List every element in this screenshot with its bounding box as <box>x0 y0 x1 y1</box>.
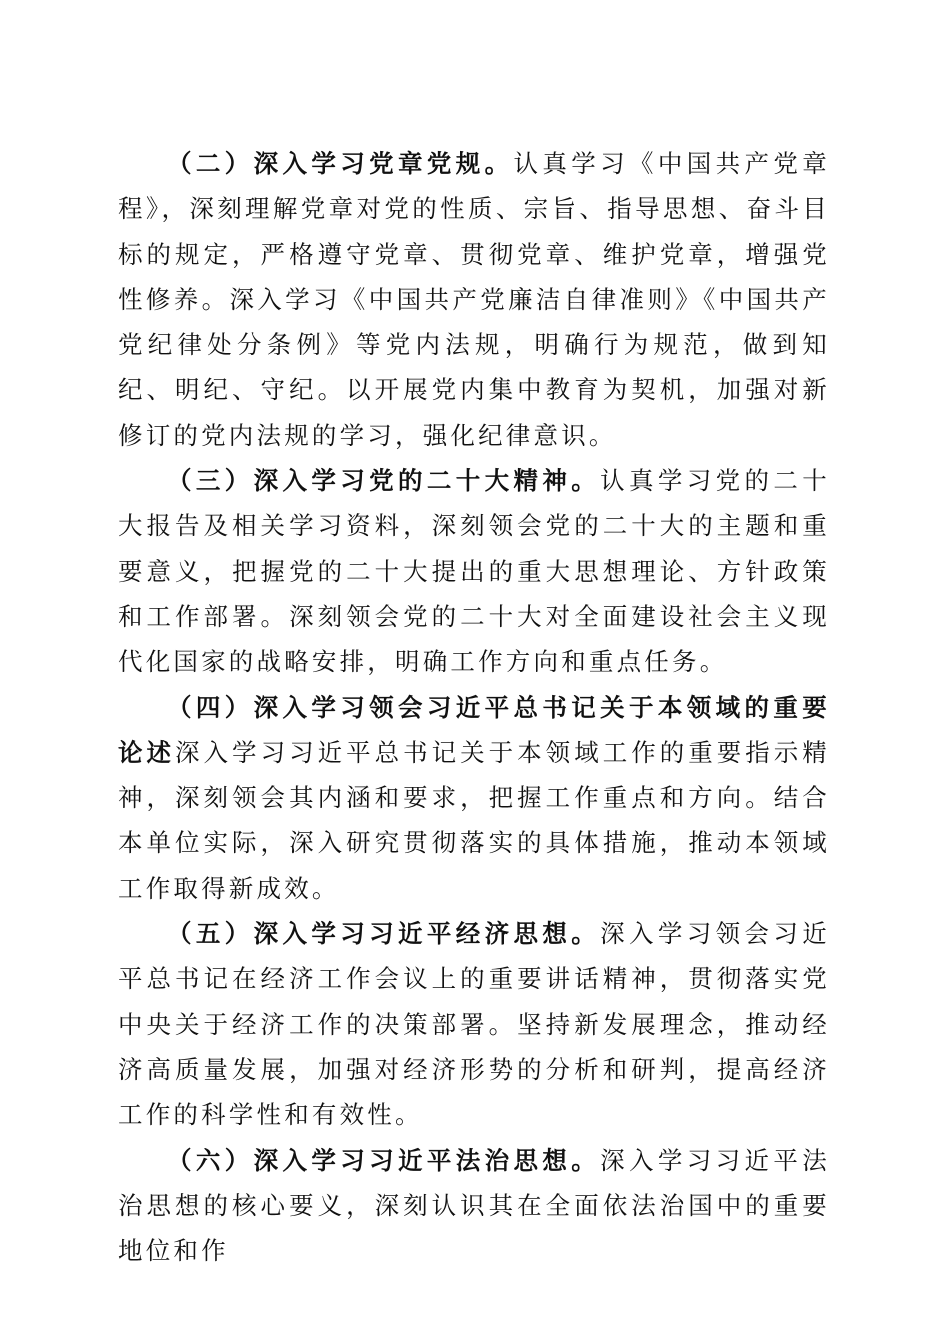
paragraph-field-discourse <box>118 685 830 911</box>
paragraph-text: 深入学习领会习近平总书记在经济工作会议上的重要讲话精神，贯彻落实党中央关于经济工作的决策部署。坚持新发展理念，推动经济高质量发展，加强对经济形势的分析和研判，提高经济工作的科学性和有效性。 <box>118 919 830 1130</box>
paragraph-rule-of-law-thought <box>118 1138 830 1274</box>
paragraph-heading: （六）深入学习习近平法治思想。 <box>167 1145 601 1175</box>
paragraph-text: 认真学习《中国共产党章程》，深刻理解党章对党的性质、宗旨、指导思想、奋斗目标的规定，严格遵守党章、贯彻党章、维护党章，增强党性修养。深入学习《中国共产党廉洁自律准则》《中国共产党纪律处分条例》等党内法规，明确行为规范，做到知纪、明纪、守纪。以开展党内集中教育为契机，加强对新修订的党内法规的学习，强化纪律意识。 <box>118 149 830 450</box>
paragraph-heading: （五）深入学习习近平经济思想。 <box>167 919 601 949</box>
paragraph-twentieth-congress <box>118 458 830 684</box>
paragraph-heading: （四）深入学习领会习近平总书记关于本领域的重要论述 <box>118 692 830 767</box>
paragraph-text: 深入学习习近平总书记关于本领域工作的重要指示精神，深刻领会其内涵和要求，把握工作重点和方向。结合本单位实际，深入研究贯彻落实的具体措施，推动本领域工作取得新成效。 <box>118 737 830 903</box>
paragraph-heading: （三）深入学习党的二十大精神。 <box>167 466 601 496</box>
paragraph-economic-thought <box>118 911 830 1137</box>
paragraph-text: 认真学习党的二十大报告及相关学习资料，深刻领会党的二十大的主题和重要意义，把握党的二十大提出的重大思想理论、方针政策和工作部署。深刻领会党的二十大对全面建设社会主义现代化国家的战略安排，明确工作方向和重点任务。 <box>118 466 830 677</box>
document-body <box>118 141 830 1273</box>
paragraph-heading: （二）深入学习党章党规。 <box>167 149 514 178</box>
paragraph-party-constitution <box>118 141 830 458</box>
paragraph-text: 深入学习习近平法治思想的核心要义，深刻认识其在全面依法治国中的重要地位和作 <box>118 1145 830 1266</box>
